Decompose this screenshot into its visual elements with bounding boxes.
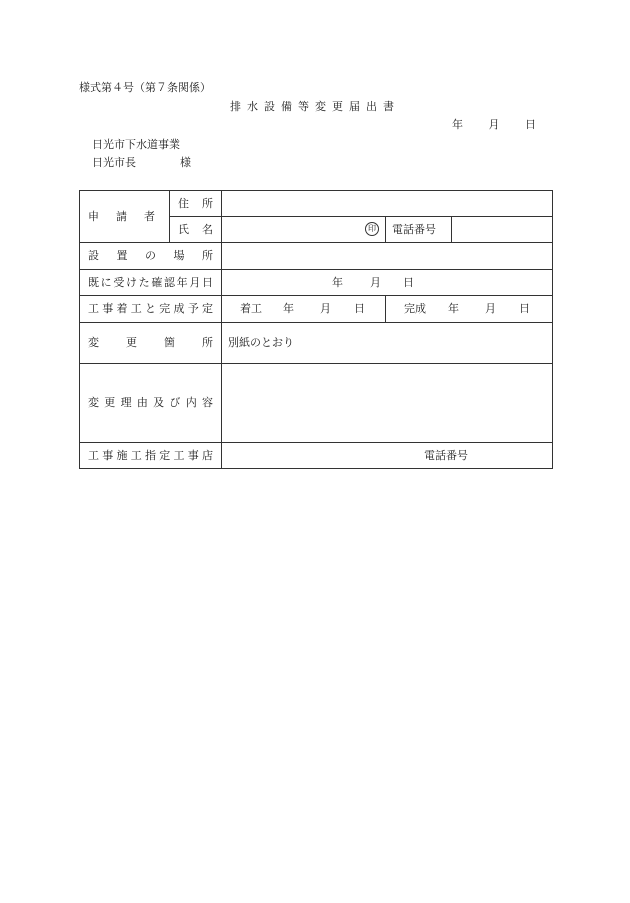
applicant-section xyxy=(80,191,170,243)
location-label: 設置の場所 xyxy=(88,249,213,262)
contractor-label-cell xyxy=(80,443,222,469)
confirmed-date-label: 既に受けた確認年月日 xyxy=(88,275,213,289)
submission-date xyxy=(452,118,558,132)
address-field[interactable] xyxy=(222,191,553,217)
finish-day: 日 xyxy=(519,302,530,315)
name-field[interactable] xyxy=(222,217,386,243)
start-year: 年 xyxy=(283,302,294,315)
address-label: 住所 xyxy=(178,196,213,210)
seal-icon: 印 xyxy=(365,222,379,236)
recipient-organization: 日光市下水道事業 xyxy=(92,138,180,151)
start-month: 月 xyxy=(320,302,331,315)
date-day: 日 xyxy=(525,118,536,131)
date-month: 月 xyxy=(488,118,500,131)
recipient-title: 日光市長 xyxy=(92,156,136,169)
document-title: 排水設備等変更届出書 xyxy=(230,100,400,113)
confirmed-month: 月 xyxy=(370,275,381,289)
confirmed-day: 日 xyxy=(403,275,414,289)
change-location-label: 変更箇所 xyxy=(88,336,213,349)
finish-year: 年 xyxy=(448,302,459,315)
confirmed-date-field[interactable] xyxy=(222,270,553,296)
confirmed-date-label-cell xyxy=(80,270,222,296)
reason-field[interactable] xyxy=(222,364,553,443)
change-location-field[interactable] xyxy=(222,323,553,364)
schedule-label: 工事着工と完成予定 xyxy=(88,302,213,315)
start-label: 着工 xyxy=(240,302,262,315)
phone-label: 電話番号 xyxy=(392,222,436,236)
finish-date-field[interactable] xyxy=(386,296,553,323)
application-form-table xyxy=(79,190,553,469)
reason-label: 変更理由及び内容 xyxy=(88,396,213,409)
contractor-label: 工事施工指定工事店 xyxy=(88,448,213,462)
date-year: 年 xyxy=(452,118,463,131)
address-label-cell xyxy=(170,191,222,217)
form-number: 様式第４号（第７条関係） xyxy=(79,81,211,94)
schedule-label-cell xyxy=(80,296,222,323)
start-date-field[interactable] xyxy=(222,296,386,323)
phone-label-cell xyxy=(386,217,452,243)
phone-field[interactable] xyxy=(452,217,553,243)
location-field[interactable] xyxy=(222,243,553,270)
contractor-phone-label: 電話番号 xyxy=(424,448,468,462)
recipient-name xyxy=(92,156,191,170)
applicant-label: 申請者 xyxy=(88,209,155,223)
confirmed-year: 年 xyxy=(332,275,343,289)
finish-month: 月 xyxy=(485,302,496,315)
finish-label: 完成 xyxy=(404,302,426,315)
location-label-cell xyxy=(80,243,222,270)
reason-label-cell xyxy=(80,364,222,443)
contractor-field[interactable] xyxy=(222,443,553,469)
change-location-label-cell xyxy=(80,323,222,364)
change-location-value: 別紙のとおり xyxy=(228,336,294,349)
name-label: 氏名 xyxy=(178,222,213,236)
start-day: 日 xyxy=(354,302,365,315)
recipient-honorific: 様 xyxy=(180,156,191,169)
name-label-cell xyxy=(170,217,222,243)
